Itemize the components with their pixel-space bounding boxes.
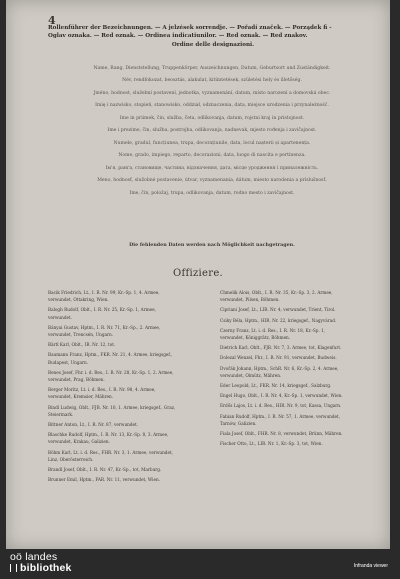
- officer-entry: [48, 431, 208, 445]
- officer-entry: [220, 413, 380, 427]
- logo-line-1: oö landes: [10, 551, 58, 563]
- legend-block: [48, 24, 378, 49]
- officer-entry: [48, 351, 208, 365]
- officer-entry: [48, 476, 208, 483]
- officer-entry-line: verwundet, Kremsier, Mähren.: [48, 394, 114, 400]
- abbreviation-line: Ім'я, ранґа, становище, частина, відзначення, дата, місце уродження і приналежність.: [105, 165, 319, 171]
- officer-entry-line: Berger Moritz, Lt. i. d. Res., I. R. Nr. 98, 4. Armee,: [48, 387, 156, 393]
- officer-entry-line: verwundet, Prag, Böhmen.: [48, 377, 105, 383]
- officer-entry-line: Balogh Rudolf, Oblt., I. R. Nr. 25, Kr.-Sp. 1, Armee,: [48, 307, 156, 313]
- right-column: [220, 289, 380, 450]
- officer-entry: [220, 430, 380, 437]
- abbreviation-line: Name, Rang, Dienststellung, Truppenkörper, Auszeichnungen, Datum, Geburtsort und Zuständigkeit.: [93, 66, 331, 71]
- officer-entry-line: Dolezal Wenzel, Fhr., I. R. Nr. 91, verwundet, Budweis.: [220, 355, 337, 361]
- legend-line: Rollenführer der Bezeichnungen. — A jelzések sorrendje. — Pořadí značek. — Porządek fi -: [48, 25, 332, 31]
- officer-entry: [220, 289, 380, 303]
- officer-entry: [220, 354, 380, 361]
- officer-entry: [220, 344, 380, 351]
- abbreviation-line: Ime in priimek, čin, služba, četa, odlikovanja, datum, rojstni kraj in pristojnost.: [119, 115, 305, 121]
- officer-entry-line: Czerny Franz, Lt. i. d. Res., I. R. Nr. 18, Kr.-Sp. 1,: [220, 327, 326, 333]
- legend-line: Oglav oznaka. — Red oznak. — Ordinea indicatiunilor. — Red oznak. — Red znakov.: [48, 33, 308, 40]
- officer-entry: [48, 289, 208, 303]
- officer-entry: [220, 317, 380, 324]
- officer-entry-line: Blaschke Rudolf, Hptm., I. R. Nr. 13, Kr.-Sp. 8, 3. Armee,: [48, 432, 169, 438]
- officer-entry: [48, 449, 208, 463]
- abbreviation-list: [46, 63, 378, 200]
- officer-entry-line: Steiermark.: [48, 411, 74, 417]
- officer-entry: [48, 369, 208, 383]
- officer-entry-line: verwundet, Trencsén, Ungarn.: [48, 332, 114, 338]
- abbreviation-line: Név, rendfokozat, beosztás, alakulat, kitüntetések, születési hely és illetőség.: [122, 78, 302, 84]
- officer-entry-line: verwundet, Olmütz, Mähren.: [220, 372, 282, 378]
- officer-entry: [220, 327, 380, 341]
- abbreviation-line: Ime, čin, položaj, trupa, odlikovanja, datum, rodno mesto i zavičajnost.: [129, 190, 295, 196]
- officer-entry-line: Budapest, Ungarn.: [48, 359, 89, 365]
- officer-entry-line: Engel Hugo, Oblt., I. R. Nr. 4, Kr.-Sp. 1, verwundet, Wien.: [220, 393, 343, 399]
- officer-entry-line: Csiky Béla, Hptm., HIR. Nr. 22, kriegsgef., Nagyvárad.: [220, 317, 337, 323]
- officer-entry-line: Brandl Josef, Oblt., I. R. Nr. 47, Kr.-Sp., tot, Marburg.: [48, 467, 162, 473]
- missing-data-note: Die fehlenden Daten werden nach Möglichkeit nachgetragen.: [129, 242, 295, 248]
- officer-entry-line: Benes Josef, Fhr. i. d. Res., I. R. Nr. 28, Kr.-Sp. 1, 2. Armee,: [48, 369, 174, 375]
- officer-entry-line: Fischer Otto, Lt., LIR. Nr. 1, Kr.-Sp. 3, tot, Wien.: [220, 441, 323, 447]
- officer-entry-line: Erdős Lajos, Lt. i. d. Res., HIR. Nr. 9, tot, Kassa, Ungarn.: [220, 403, 342, 409]
- officer-entry-line: Fabian Rudolf, Hptm., I. R. Nr. 57, 1. Armee, verwundet,: [220, 413, 341, 419]
- officer-entry-line: Bittner Anton, Lt., I. R. Nr. 87, verwundet.: [48, 422, 139, 428]
- library-logo[interactable]: [10, 552, 72, 574]
- officer-entry-line: Bacik Friedrich, Lt., I. R. Nr. 99, Kr.-Sp. 1, 4. Armee,: [48, 290, 160, 295]
- officer-entry-line: Linz, Oberösterreich.: [48, 456, 94, 462]
- abbreviation-line: Numele, gradul, funcțiunea, trupa, decorațiunile, data, locul nașterii și apartenența.: [113, 140, 311, 146]
- officer-entry: [220, 392, 380, 399]
- library-mark-icon: [10, 564, 17, 572]
- officer-entry-line: Eder Leopold, Lt., FKR. Nr. 14, kriegsgef., Salzburg.: [220, 383, 332, 389]
- officer-entry: [48, 421, 208, 428]
- abbreviation-line: Jméno, hodnost, služební postavení, jednotka, vyznamenání, datum, místo narození a domovská obec.: [93, 90, 331, 96]
- officer-entry: [48, 386, 208, 400]
- officer-entry: [220, 365, 380, 379]
- officer-entry-line: verwundet.: [48, 314, 72, 320]
- officer-entry-line: Tarnów, Galizien.: [220, 420, 257, 426]
- officer-entry-line: verwundet, Pilsen, Böhmen.: [220, 297, 280, 303]
- document-page: [6, 0, 390, 549]
- abbreviation-line: Nome, grado, impiego, reparto, decorazioni, data, luogo di nascita e pertinenza.: [118, 153, 306, 159]
- page-number: 4: [48, 14, 56, 27]
- left-column: [48, 289, 208, 486]
- abbreviation-line: Ime i prezime, čin, služba, postrojba, odlikovanja, nadnevak, mjesto rođenja i zavičajnost.: [107, 128, 317, 134]
- abbreviation-line: Imię i nazwisko, stopień, stanowisko, oddział, odznaczenia, data, miejsce urodzenia i przynależność.: [95, 103, 329, 109]
- officer-entry: [220, 382, 380, 389]
- officer-entry-line: verwundet, Ottakring, Wien.: [48, 297, 109, 303]
- officer-entry: [220, 440, 380, 447]
- officer-entry-line: Dietrich Karl, Oblt., FJB. Nr. 7, 3. Armee, tot, Klagenfurt.: [220, 345, 342, 351]
- officer-entry: [48, 466, 208, 473]
- officer-entry: [220, 402, 380, 409]
- officer-entry-line: Böhm Karl, Lt. i. d. Res., FHR. Nr. 3, 1. Armee, verwundet,: [48, 449, 173, 455]
- officer-entry: [48, 341, 208, 348]
- officer-entry-line: Bányai Gustav, Hptm., I. R. Nr. 71, Kr.-Sp., 2. Armee,: [48, 324, 161, 330]
- viewer-label: Infranda viewer: [353, 563, 388, 569]
- officer-entry-line: verwundet, Königgrätz, Böhmen.: [220, 335, 291, 341]
- officer-entry: [220, 306, 380, 313]
- officer-entry-line: Dvořák Johann, Hptm., SchR. Nr. 6, Kr.-Sp. 2, 4. Armee,: [220, 365, 339, 371]
- officer-entry: [48, 324, 208, 338]
- officer-entry-line: Brunner Emil, Hptm., FAR. Nr. 11, verwundet, Wien.: [48, 477, 160, 483]
- officer-entry: [48, 306, 208, 320]
- officer-entry-line: Chmelik Alois, Oblt., I. R. Nr. 35, Kr.-Sp. 3, 2. Armee,: [220, 290, 333, 295]
- abbreviation-line: Meno, hodnosť, služobné postavenie, útvar, vyznamenania, dátum, miesto narodenia a príslušnosť.: [97, 178, 327, 184]
- logo-line-2: [10, 563, 72, 574]
- logo-line-2-text: bibliothek: [20, 562, 72, 574]
- officer-entry-line: Bärtl Karl, Oblt., IR. Nr. 12, tot.: [48, 342, 116, 348]
- officer-entry-line: Bindl Ludwig, Oblt., FJB. Nr. 10, 1. Armee, kriegsgef., Graz,: [48, 404, 176, 410]
- officer-entry-line: verwundet, Krakau, Galizien.: [48, 439, 110, 445]
- section-heading: Offiziere.: [172, 268, 224, 279]
- officer-entry-line: Cipriani Josef, Lt., LIR. Nr. 4, verwundet, Trient, Tirol.: [220, 307, 336, 313]
- officer-entry-line: Baumann Franz, Hptm., FKR. Nr. 21, 4. Armee, kriegsgef.,: [48, 352, 173, 358]
- officer-entry: [48, 404, 208, 418]
- officer-entry-line: Fiala Josef, Oblt., FHR. Nr. 8, verwundet, Brünn, Mähren.: [220, 431, 343, 437]
- legend-line: Ordine delle designazioni.: [171, 41, 255, 48]
